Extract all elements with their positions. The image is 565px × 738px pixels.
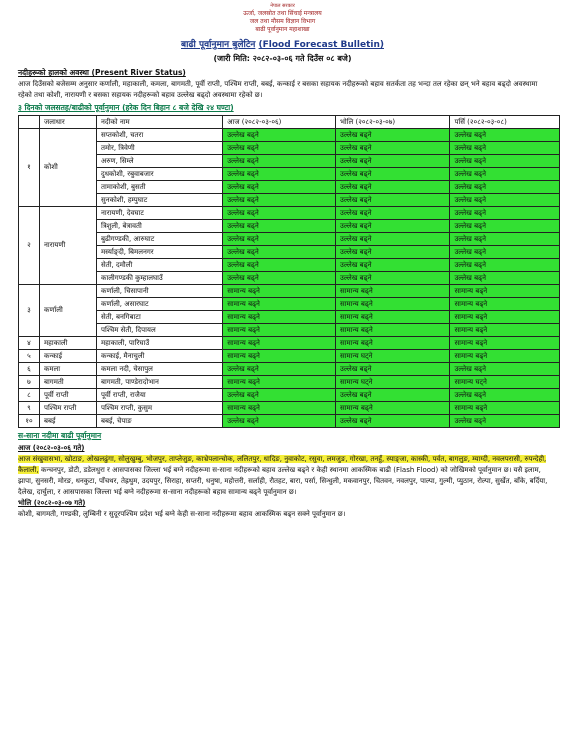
forecast-cell: सामान्य बढ्ने — [223, 337, 336, 350]
station-name: नारायणी, देवघाट — [97, 207, 223, 220]
org-header — [0, 0, 565, 34]
forecast-cell: सामान्य बढ्ने — [223, 298, 336, 311]
forecast-cell: उल्लेख बढ्ने — [450, 142, 560, 155]
small-rivers-heading: स-साना नदीमा बाढी पूर्वानुमान — [18, 431, 102, 440]
station-name: मर्स्याङ्दी, बिमलनगर — [97, 246, 223, 259]
table-row — [19, 168, 560, 181]
forecast-cell: सामान्य बढ्ने — [450, 285, 560, 298]
forecast-cell: उल्लेख बढ्ने — [223, 233, 336, 246]
govt-line: नेपाल सरकार — [270, 3, 295, 9]
table-row — [19, 220, 560, 233]
row-serial: १० — [19, 415, 40, 428]
forecast-cell: उल्लेख बढ्ने — [223, 415, 336, 428]
basin-name: कर्णाली — [40, 285, 97, 337]
table-row — [19, 389, 560, 402]
table-row — [19, 376, 560, 389]
basin-name: पूर्वी राप्ती — [40, 389, 97, 402]
forecast-heading: ३ दिनको जलसतह/बाढीको पूर्वानुमान (हरेक दिन बिहान ८ बजे देखि २४ घण्टा) — [18, 103, 234, 112]
col-station: नदीको नाम — [97, 116, 223, 129]
table-row — [19, 194, 560, 207]
basin-name: कोशी — [40, 129, 97, 207]
forecast-cell: उल्लेख बढ्ने — [223, 220, 336, 233]
forecast-cell: उल्लेख बढ्ने — [335, 129, 449, 142]
division-line: बाढी पूर्वानुमान महाशाखा — [255, 26, 310, 33]
station-name: महाकाली, पारिघाउँ — [97, 337, 223, 350]
basin-name: कमला — [40, 363, 97, 376]
station-name: सुनकोशी, हम्पुघाट — [97, 194, 223, 207]
col-basin: जलाधार — [40, 116, 97, 129]
issued-date: (जारी मिति: २०८२-०३-०६ गते दिउँस ०८ बजे) — [213, 54, 352, 63]
basin-name: बागमती — [40, 376, 97, 389]
today-highlighted-districts: आज संखुवासभा, खोटाङ, ओखलढुंगा, सोलुखुम्बु, भोजपुर, ताप्लेजुङ, काभ्रेपलान्चोक, ललितपुर, धादिङ, नुवाकोट, रसुवा, लमजुङ, गोरखा, तनहुँ, स्याङ्जा, कास्की, पर्वत, बागलुङ, म्याग्दी, नवलपरासी, रुपन्देही, कैलाली, — [18, 455, 547, 474]
forecast-cell: सामान्य बढ्ने — [223, 324, 336, 337]
forecast-cell: उल्लेख बढ्ने — [335, 194, 449, 207]
forecast-cell: उल्लेख बढ्ने — [450, 129, 560, 142]
forecast-cell: उल्लेख बढ्ने — [335, 142, 449, 155]
forecast-cell: उल्लेख बढ्ने — [223, 168, 336, 181]
forecast-cell: उल्लेख बढ्ने — [335, 207, 449, 220]
row-serial: ९ — [19, 402, 40, 415]
forecast-cell: सामान्य बढ्ने — [450, 402, 560, 415]
station-name: पश्चिम राप्ती, कुसुम — [97, 402, 223, 415]
station-name: पूर्वी राप्ती, राजैया — [97, 389, 223, 402]
table-row — [19, 272, 560, 285]
forecast-table — [18, 115, 560, 428]
forecast-cell: उल्लेख बढ्ने — [223, 207, 336, 220]
table-row — [19, 142, 560, 155]
tomorrow-label: भोलि (२०८२-०३-०७ गते) — [18, 499, 86, 507]
basin-name: नारायणी — [40, 207, 97, 285]
table-row — [19, 259, 560, 272]
forecast-cell: उल्लेख बढ्ने — [223, 155, 336, 168]
forecast-cell: उल्लेख बढ्ने — [450, 246, 560, 259]
station-name: तामाकोशी, बुसती — [97, 181, 223, 194]
forecast-cell: उल्लेख बढ्ने — [223, 181, 336, 194]
today-label: आज (२०८२-०३-०६ गते) — [18, 444, 85, 452]
forecast-cell: उल्लेख बढ्ने — [450, 233, 560, 246]
forecast-cell: उल्लेख बढ्ने — [450, 207, 560, 220]
col-today: आज (२०८२-०३-०६) — [223, 116, 336, 129]
station-name: सेती, बनगिबाटा — [97, 311, 223, 324]
forecast-cell: उल्लेख बढ्ने — [223, 194, 336, 207]
forecast-cell: उल्लेख बढ्ने — [335, 233, 449, 246]
forecast-cell: उल्लेख बढ्ने — [335, 415, 449, 428]
forecast-cell: उल्लेख बढ्ने — [223, 246, 336, 259]
ministry-line: ऊर्जा, जलस्रोत तथा सिंचाई मन्त्रालय — [243, 10, 322, 17]
forecast-cell: सामान्य बढ्ने — [223, 376, 336, 389]
forecast-cell: सामान्य बढ्ने — [223, 402, 336, 415]
forecast-cell: सामान्य बढ्ने — [335, 285, 449, 298]
forecast-cell: उल्लेख बढ्ने — [450, 389, 560, 402]
col-dayafter: पर्सि (२०८२-०३-०८) — [450, 116, 560, 129]
forecast-cell: उल्लेख बढ्ने — [223, 129, 336, 142]
col-sn — [19, 116, 40, 129]
forecast-cell: उल्लेख बढ्ने — [223, 363, 336, 376]
station-name: त्रिशुली, बेत्रावती — [97, 220, 223, 233]
forecast-cell: सामान्य बढ्ने — [223, 350, 336, 363]
forecast-cell: सामान्य बढ्ने — [450, 311, 560, 324]
forecast-cell: उल्लेख बढ्ने — [450, 259, 560, 272]
forecast-cell: सामान्य बढ्ने — [450, 298, 560, 311]
table-row — [19, 324, 560, 337]
table-row — [19, 285, 560, 298]
bulletin-title — [0, 37, 565, 50]
forecast-cell: उल्लेख बढ्ने — [450, 194, 560, 207]
table-row — [19, 337, 560, 350]
table-row — [19, 402, 560, 415]
forecast-cell: सामान्य घट्ने — [335, 350, 449, 363]
forecast-cell: उल्लेख बढ्ने — [335, 220, 449, 233]
forecast-cell: सामान्य बढ्ने — [335, 298, 449, 311]
station-name: कर्णाली, चिसापानी — [97, 285, 223, 298]
tomorrow-text: कोशी, बागमती, गण्डकी, लुम्बिनी र सुदूरपश्चिम प्रदेश भई बग्ने केही स-साना नदीहरूमा बहाव आकस्मिक बढ्न सक्ने पूर्वानुमान छ। — [18, 510, 346, 518]
forecast-cell: उल्लेख बढ्ने — [335, 181, 449, 194]
forecast-cell: उल्लेख बढ्ने — [335, 259, 449, 272]
station-name: बागमती, पाण्डेरादोभान — [97, 376, 223, 389]
table-row — [19, 298, 560, 311]
station-name: दुधकोशी, रबुवाबजार — [97, 168, 223, 181]
forecast-cell: सामान्य बढ्ने — [223, 311, 336, 324]
small-rivers-today — [18, 443, 551, 520]
forecast-cell: उल्लेख बढ्ने — [223, 272, 336, 285]
table-row — [19, 181, 560, 194]
forecast-cell: उल्लेख बढ्ने — [335, 272, 449, 285]
table-row — [19, 129, 560, 142]
station-name: बुढीगण्डकी, आरुघाट — [97, 233, 223, 246]
table-row — [19, 415, 560, 428]
table-row — [19, 155, 560, 168]
row-serial: १ — [19, 129, 40, 207]
forecast-table-body — [19, 129, 560, 428]
forecast-cell: सामान्य घट्ने — [450, 376, 560, 389]
forecast-cell: उल्लेख बढ्ने — [335, 363, 449, 376]
row-serial: ५ — [19, 350, 40, 363]
forecast-cell: उल्लेख बढ्ने — [450, 155, 560, 168]
row-serial: ४ — [19, 337, 40, 350]
title-nepali: बाढी पूर्वानुमान बुलेटिन — [181, 40, 256, 50]
forecast-cell: उल्लेख बढ्ने — [450, 363, 560, 376]
station-name: सप्तकोशी, चतरा — [97, 129, 223, 142]
forecast-cell: उल्लेख बढ्ने — [335, 389, 449, 402]
forecast-cell: उल्लेख बढ्ने — [450, 168, 560, 181]
table-row — [19, 246, 560, 259]
forecast-cell: उल्लेख बढ्ने — [335, 155, 449, 168]
today-text: कन्चनपुर, डोटी, डडेलधुरा र आसपासका जिल्ला भई बग्ने नदीहरूमा स-साना नदीहरूको बहाव उल्लेख बढ्ने र केही स्थानमा आकस्मिक बाढी (Flash Flood) को जोखिमको पूर्वानुमान छ। यसै इलाम, झापा, सुनसरी, मोरङ, धनकुटा, पाँचथर, तेह्रथुम, उदयपुर, सिराहा, सप्तरी, धनुषा, महोत्तरी, सर्लाही, रौतहट, बारा, पर्सा, सिन्धुली, मकवानपुर, चितवन, नवलपुर, पाल्पा, गुल्मी, प्युठान, रोल्पा, सुर्खेत, बाँके, बर्दिया, दैलेख, दार्चुला, र आसपासका जिल्ला भई बग्ने नदीहरूमा स-साना नदीहरूको बहाव सामान्य बढ्ने पूर्वानुमान छ। — [18, 466, 548, 496]
table-header-row — [19, 116, 560, 129]
basin-name: बबई — [40, 415, 97, 428]
basin-name: कन्काई — [40, 350, 97, 363]
station-name: सेती, दमौली — [97, 259, 223, 272]
department-line: जल तथा मौसम विज्ञान विभाग — [249, 18, 316, 25]
station-name: अरुण, सिम्ले — [97, 155, 223, 168]
forecast-cell: सामान्य बढ्ने — [450, 350, 560, 363]
row-serial: ६ — [19, 363, 40, 376]
forecast-cell: उल्लेख बढ्ने — [223, 389, 336, 402]
station-name: कालीगण्डकी कुम्हालघाउँ — [97, 272, 223, 285]
table-row — [19, 207, 560, 220]
station-name: कमला नदी, चेसापुल — [97, 363, 223, 376]
station-name: कन्काई, मैनाचुली — [97, 350, 223, 363]
forecast-cell: उल्लेख बढ्ने — [335, 168, 449, 181]
basin-name: पश्चिम राप्ती — [40, 402, 97, 415]
title-english: (Flood Forecast Bulletin) — [258, 40, 384, 50]
table-row — [19, 233, 560, 246]
forecast-cell: सामान्य घट्ने — [335, 376, 449, 389]
table-row — [19, 363, 560, 376]
row-serial: ३ — [19, 285, 40, 337]
station-name: बबई, चेपाङ — [97, 415, 223, 428]
forecast-cell: सामान्य बढ्ने — [335, 324, 449, 337]
forecast-cell: सामान्य बढ्ने — [335, 337, 449, 350]
station-name: कर्णाली, असारघाट — [97, 298, 223, 311]
forecast-cell: उल्लेख बढ्ने — [223, 142, 336, 155]
table-row — [19, 311, 560, 324]
forecast-cell: सामान्य बढ्ने — [450, 324, 560, 337]
forecast-cell: उल्लेख बढ्ने — [335, 246, 449, 259]
forecast-cell: सामान्य बढ्ने — [335, 402, 449, 415]
forecast-cell: सामान्य बढ्ने — [223, 285, 336, 298]
forecast-cell: उल्लेख बढ्ने — [450, 181, 560, 194]
row-serial: ८ — [19, 389, 40, 402]
table-row — [19, 350, 560, 363]
col-tomorrow: भोलि (२०८२-०३-०७) — [335, 116, 449, 129]
present-status-heading: नदीहरूको हालको अवस्था (Present River Status) — [18, 68, 186, 77]
forecast-cell: सामान्य बढ्ने — [450, 337, 560, 350]
station-name: पश्चिम सेती, दिपायल — [97, 324, 223, 337]
present-status-text: आज दिउँसको बजेसम्म अनुसार कर्णाली, महाकाली, कमला, बागमती, पूर्वी राप्ती, पश्चिम राप्ती, बबई, कन्काई र बसका सहायक नदीहरूको बहाव सतर्कता तह भन्दा तल रहेका छन् भने बहाव बढ्दो अवस्थामा रहेको तथा कोशी, नारायणी र बसका सहायक नदीहरूको बहाव उल्लेख बढ्दो अवस्थामा रहेको छ। — [18, 80, 538, 99]
station-name: तमोर, त्रिवेणी — [97, 142, 223, 155]
forecast-cell: उल्लेख बढ्ने — [450, 220, 560, 233]
row-serial: २ — [19, 207, 40, 285]
forecast-cell: उल्लेख बढ्ने — [450, 272, 560, 285]
forecast-cell: सामान्य बढ्ने — [335, 311, 449, 324]
row-serial: ७ — [19, 376, 40, 389]
forecast-cell: उल्लेख बढ्ने — [450, 415, 560, 428]
basin-name: महाकाली — [40, 337, 97, 350]
forecast-cell: उल्लेख बढ्ने — [223, 259, 336, 272]
